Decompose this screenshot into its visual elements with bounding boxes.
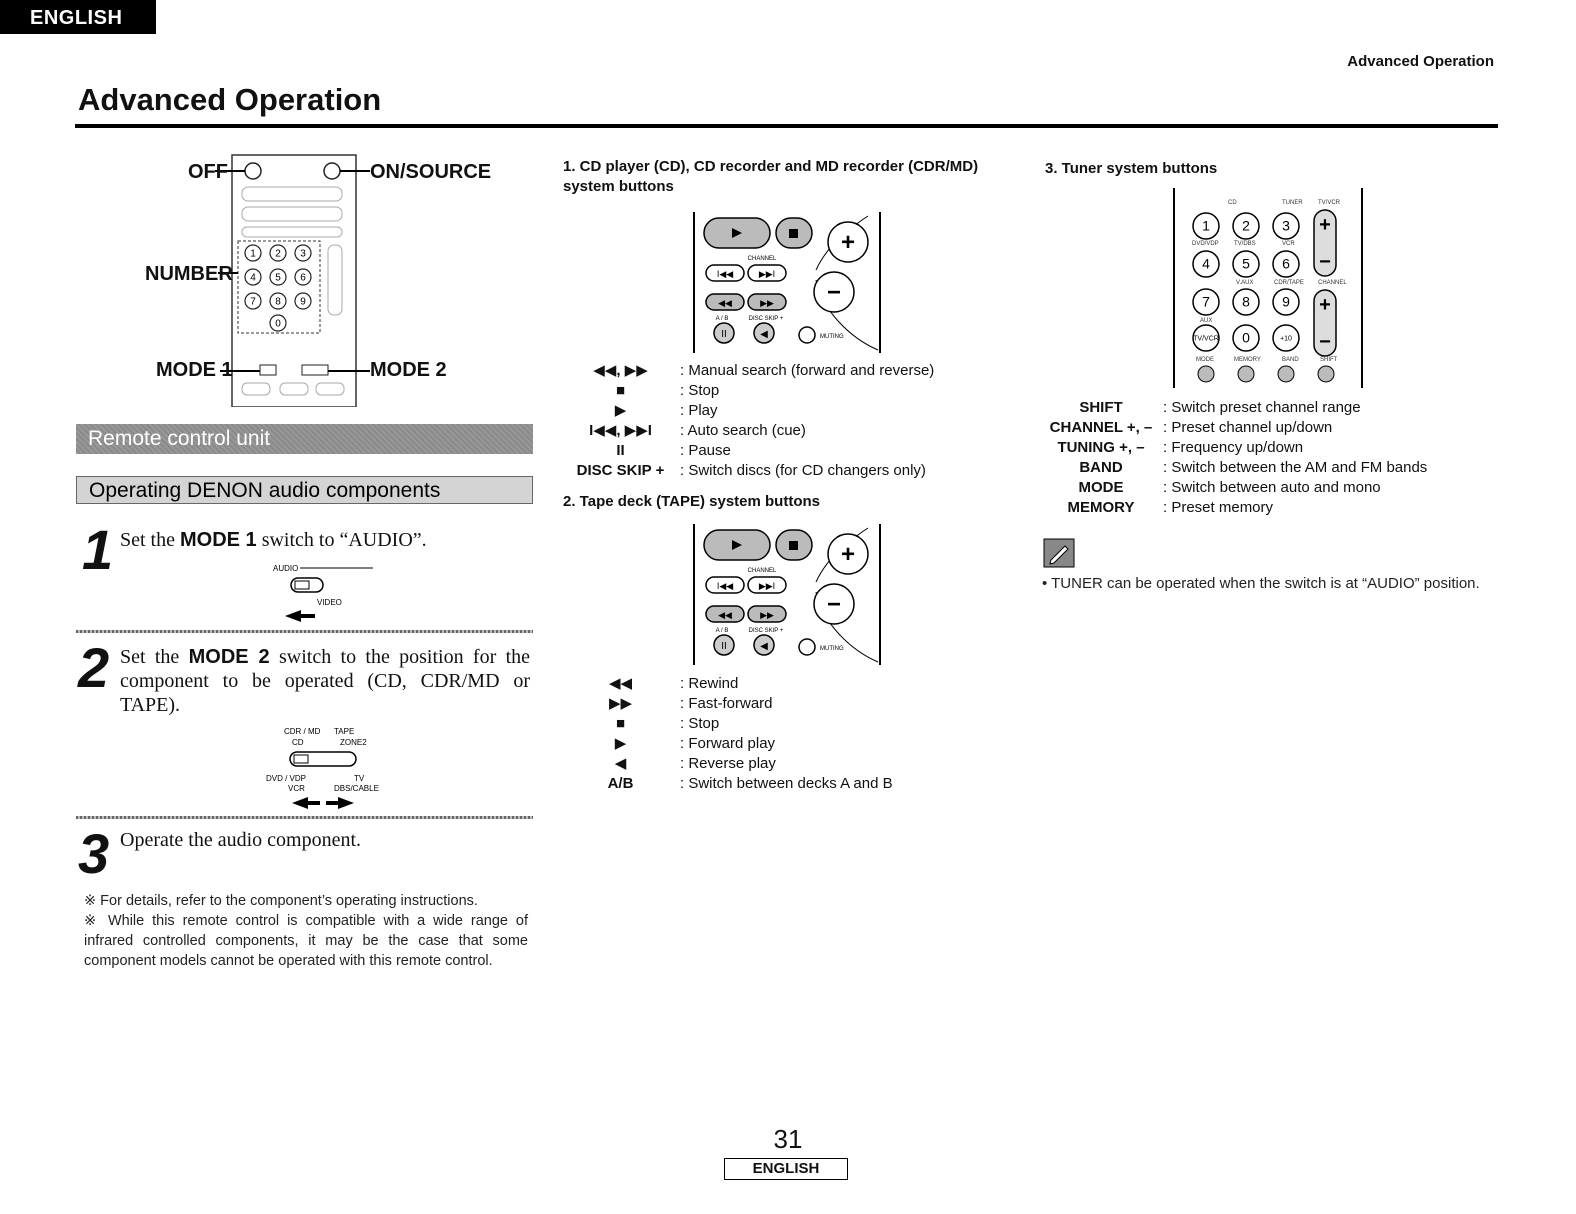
cd-section-heading: 1. CD player (CD), CD recorder and MD recorder (CDR/MD) system buttons <box>563 158 979 195</box>
running-title: Advanced Operation <box>1347 53 1494 70</box>
rewind-icon: ◀◀ <box>718 610 732 620</box>
on-source-button <box>324 163 340 179</box>
svg-text:DVD / VDP: DVD / VDP <box>266 774 307 783</box>
tuner-row: CHANNEL +, – : Preset channel up/down <box>1049 419 1333 436</box>
tuner-section-heading: 3. Tuner system buttons <box>1045 160 1218 177</box>
number-key-label: 2 <box>275 248 281 260</box>
tuner-key-label: 3 <box>1282 217 1290 234</box>
svg-text:TV/VCR: TV/VCR <box>1318 200 1341 206</box>
ab-label: A / B <box>715 316 729 322</box>
fast-forward-icon: ▶▶ <box>760 298 774 308</box>
svg-text:TAPE: TAPE <box>334 727 355 736</box>
on-source-label: ON/SOURCE <box>370 161 492 183</box>
ab-label: A / B <box>715 628 729 634</box>
svg-text:CDR / MD: CDR / MD <box>284 727 321 736</box>
svg-text:−: − <box>1319 331 1331 353</box>
minus-icon: − <box>826 279 842 306</box>
tape-row: ◀◀ : Rewind <box>608 675 739 692</box>
off-label: OFF <box>188 161 228 183</box>
tape-section-heading: 2. Tape deck (TAPE) system buttons <box>563 493 820 510</box>
step-1-number: 1 <box>82 518 114 581</box>
pause-icon: II <box>721 641 727 652</box>
svg-text:DBS/CABLE: DBS/CABLE <box>334 784 379 793</box>
svg-text:DVD/VDP: DVD/VDP <box>1192 241 1219 247</box>
tuner-key-label: 5 <box>1242 255 1250 272</box>
divider-2 <box>76 816 533 819</box>
cd-row: ■ : Stop <box>615 382 720 399</box>
tape-row: A/B : Switch between decks A and B <box>607 775 893 792</box>
cd-row: DISC SKIP + : Switch discs (for CD changers only) <box>576 462 926 479</box>
svg-text:VCR: VCR <box>1282 241 1295 247</box>
remote-control-unit-bar: Remote control unit <box>76 424 533 454</box>
svg-text:CHANNEL: CHANNEL <box>1318 280 1347 286</box>
svg-text:TV: TV <box>354 774 365 783</box>
tuner-key-label: 1 <box>1202 217 1210 234</box>
muting-button <box>799 639 815 655</box>
fast-forward-icon: ▶▶ <box>760 610 774 620</box>
mode1-switch-illustration <box>255 560 385 622</box>
tuner-row: TUNING +, – : Frequency up/down <box>1057 439 1304 456</box>
muting-label: MUTING <box>820 646 844 652</box>
tuner-keypad <box>1170 188 1370 388</box>
cd-row: ▶ : Play <box>614 402 718 419</box>
number-key-label: 8 <box>275 296 281 308</box>
svg-text:−: − <box>1319 251 1331 273</box>
channel-label: CHANNEL <box>747 256 777 262</box>
number-key-label: 3 <box>300 248 306 260</box>
skip-back-icon: I◀◀ <box>716 581 734 591</box>
svg-text:TUNER: TUNER <box>1282 200 1303 206</box>
plus-icon: + <box>840 541 856 568</box>
switch-video-label: VIDEO <box>317 598 342 607</box>
step-3-number: 3 <box>78 822 110 885</box>
mode1-key: MODE 1 <box>180 529 257 551</box>
number-key-label: 1 <box>250 248 256 260</box>
tuner-note: • TUNER can be operated when the switch is at “AUDIO” position. <box>1042 575 1480 592</box>
tuner-function-key <box>1198 366 1214 382</box>
number-key-label: 7 <box>250 296 256 308</box>
tuner-key-label: +10 <box>1280 335 1292 343</box>
step-3-text: Operate the audio component. <box>120 829 362 851</box>
plus-icon: + <box>840 229 856 256</box>
svg-text:CD: CD <box>292 738 304 747</box>
disc-skip-label: DISC SKIP + <box>748 316 784 322</box>
step-2-text: Set the MODE 2 switch to the position for the component to be operated (CD, CDR/MD or TAPE). <box>120 646 530 716</box>
off-button <box>245 163 261 179</box>
mode2-label: MODE 2 <box>370 359 447 381</box>
note-2: ※ While this remote control is compatible with a wide range of infrared controlled components, it may be the case that some component models cannot be operated with this remote control. <box>84 913 528 969</box>
mode1-label: MODE 1 <box>156 359 233 381</box>
step-2-number: 2 <box>78 636 110 699</box>
mode2-key: MODE 2 <box>188 646 270 668</box>
pause-icon: II <box>721 329 727 340</box>
svg-text:BAND: BAND <box>1282 357 1299 363</box>
tape-row: ▶▶ : Fast-forward <box>608 695 773 712</box>
page-number: 31 <box>773 1124 803 1154</box>
tuner-function-key <box>1318 366 1334 382</box>
reverse-icon: ◀ <box>760 641 768 652</box>
tuner-key-label: 6 <box>1282 255 1290 272</box>
skip-forward-icon: ▶▶I <box>758 581 776 591</box>
remote-diagram <box>120 145 540 407</box>
tuner-key-label: 9 <box>1282 293 1290 310</box>
svg-text:+: + <box>1319 214 1331 236</box>
rewind-icon: ◀◀ <box>718 298 732 308</box>
cd-button-panel <box>690 210 890 355</box>
tuner-key-label: 2 <box>1242 217 1250 234</box>
muting-button <box>799 327 815 343</box>
skip-forward-icon: ▶▶I <box>758 269 776 279</box>
tuner-row: BAND : Switch between the AM and FM bands <box>1079 459 1428 476</box>
tuner-key-label: 0 <box>1242 329 1250 346</box>
tuner-row: SHIFT : Switch preset channel range <box>1079 399 1361 416</box>
tuner-row: MODE : Switch between auto and mono <box>1078 479 1381 496</box>
svg-text:SHIFT: SHIFT <box>1320 357 1338 363</box>
tuner-row: MEMORY : Preset memory <box>1067 499 1274 516</box>
tape-row: ◀ : Reverse play <box>614 755 776 772</box>
svg-text:MEMORY: MEMORY <box>1234 357 1261 363</box>
stop-icon <box>789 541 798 550</box>
title-rule <box>75 124 1498 128</box>
divider-1 <box>76 630 533 633</box>
svg-text:V.AUX: V.AUX <box>1236 280 1254 286</box>
number-label: NUMBER <box>145 263 233 285</box>
svg-text:ZONE2: ZONE2 <box>340 738 367 747</box>
tuner-function-key <box>1238 366 1254 382</box>
switch-audio-label: AUDIO <box>273 564 299 573</box>
svg-text:AUX: AUX <box>1200 318 1213 324</box>
tuner-key-label: 4 <box>1202 255 1210 272</box>
note-pencil-icon <box>1043 538 1075 568</box>
skip-back-icon: I◀◀ <box>716 269 734 279</box>
step-1-text: Set the MODE 1 switch to “AUDIO”. <box>120 529 427 551</box>
svg-text:VCR: VCR <box>288 784 305 793</box>
svg-text:MODE: MODE <box>1196 357 1214 363</box>
svg-text:+: + <box>1319 294 1331 316</box>
number-key-label: 9 <box>300 296 306 308</box>
tape-row: ▶ : Forward play <box>614 735 776 752</box>
number-key-label: 4 <box>250 272 256 284</box>
operating-denon-bar: Operating DENON audio components <box>76 476 533 504</box>
tuner-key-label: TV/VCR <box>1193 335 1219 343</box>
cd-row: I◀◀, ▶▶I : Auto search (cue) <box>589 422 806 439</box>
stop-icon <box>789 229 798 238</box>
tape-button-panel <box>690 522 890 667</box>
tuner-key-label: 7 <box>1202 293 1210 310</box>
note-1: ※ For details, refer to the component’s operating instructions. <box>84 893 478 909</box>
cd-row: II : Pause <box>616 442 731 459</box>
tuner-key-label: 8 <box>1242 293 1250 310</box>
number-key-label: 5 <box>275 272 281 284</box>
number-key-label: 6 <box>300 272 306 284</box>
disc-skip-label: DISC SKIP + <box>748 628 784 634</box>
svg-text:CD: CD <box>1228 200 1237 206</box>
svg-text:TV/DBS: TV/DBS <box>1234 241 1256 247</box>
language-tab: ENGLISH <box>0 0 156 34</box>
svg-text:CDR/TAPE: CDR/TAPE <box>1274 280 1304 286</box>
channel-label: CHANNEL <box>747 568 777 574</box>
number-key-label: 0 <box>275 318 281 330</box>
tuner-function-key <box>1278 366 1294 382</box>
muting-label: MUTING <box>820 334 844 340</box>
mode2-switch-illustration <box>262 725 412 815</box>
page-title: Advanced Operation <box>78 82 382 117</box>
reverse-icon: ◀ <box>760 329 768 340</box>
tape-row: ■ : Stop <box>615 715 720 732</box>
footer-language: ENGLISH <box>724 1158 848 1180</box>
cd-row: ◀◀, ▶▶ : Manual search (forward and reverse) <box>593 362 935 379</box>
minus-icon: − <box>826 591 842 618</box>
